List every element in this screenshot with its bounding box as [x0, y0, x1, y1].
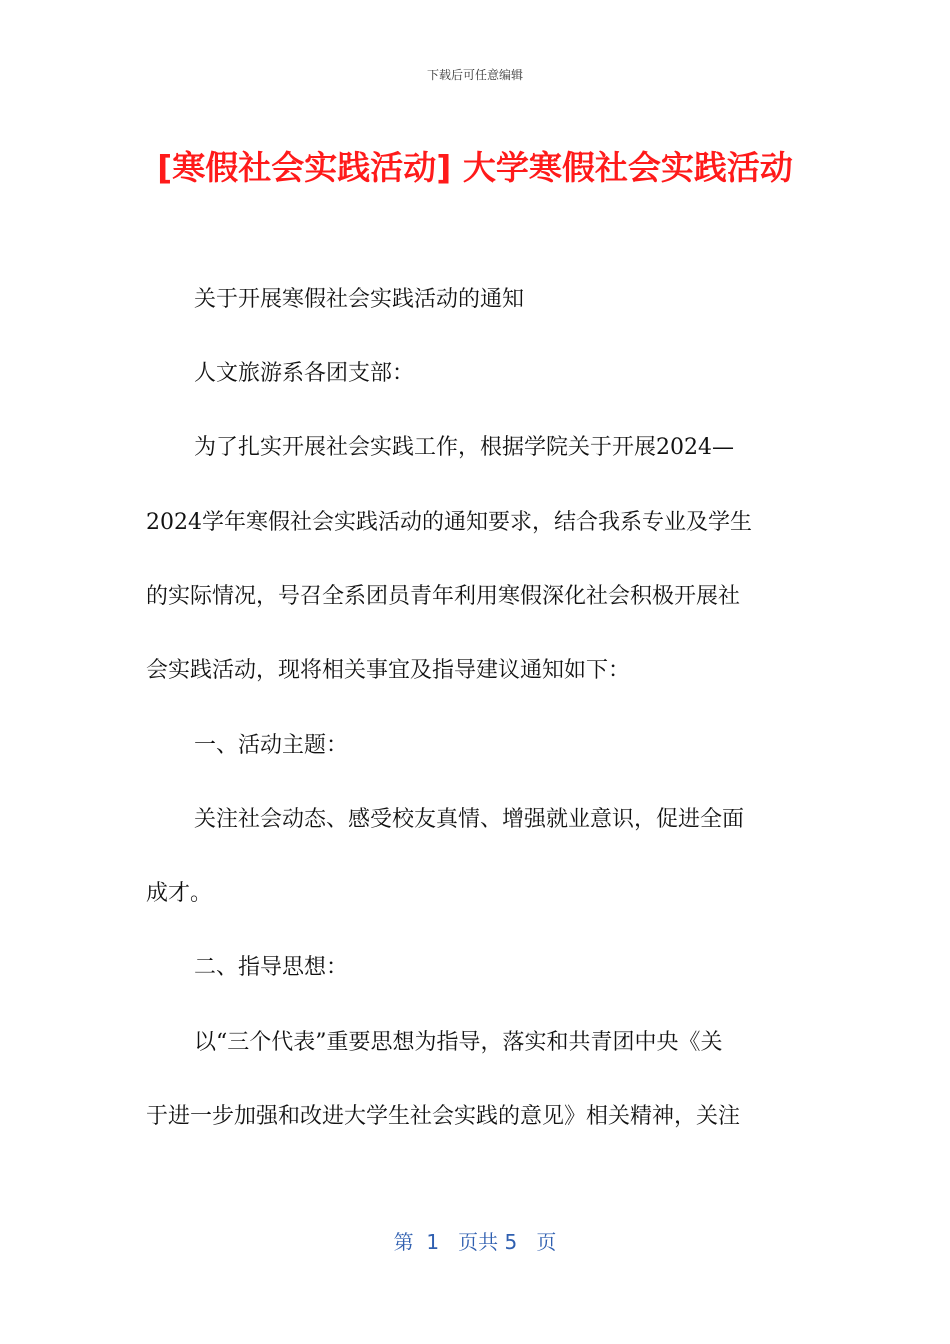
- document-title: [寒假社会实践活动] 大学寒假社会实践活动: [157, 148, 793, 187]
- paragraph-line: 为了扎实开展社会实践工作，根据学院关于开展2024—: [194, 435, 734, 460]
- salutation-line: 人文旅游系各团支部：: [194, 361, 415, 386]
- paragraph-line: 于进一步加强和改进大学生社会实践的意见》相关精神，关注: [146, 1104, 741, 1129]
- notice-heading-line: 关于开展寒假社会实践活动的通知: [194, 287, 525, 312]
- paragraph-line: 成才。: [146, 881, 213, 906]
- page-number-footer: 第 1 页共 5 页: [393, 1230, 557, 1254]
- paragraph-line: 会实践活动，现将相关事宜及指导建议通知如下：: [146, 658, 631, 683]
- section-heading-guidance: 二、指导思想：: [194, 955, 349, 980]
- section-heading-theme: 一、活动主题：: [194, 733, 349, 758]
- paragraph-line: 以“三个代表”重要思想为指导，落实和共青团中央《关: [194, 1030, 723, 1055]
- paragraph-line: 关注社会动态、感受校友真情、增强就业意识，促进全面: [194, 807, 745, 832]
- paragraph-line: 的实际情况，号召全系团员青年利用寒假深化社会积极开展社: [146, 584, 741, 609]
- paragraph-line: 2024学年寒假社会实践活动的通知要求，结合我系专业及学生: [146, 510, 752, 535]
- header-note: 下载后可任意编辑: [426, 68, 523, 82]
